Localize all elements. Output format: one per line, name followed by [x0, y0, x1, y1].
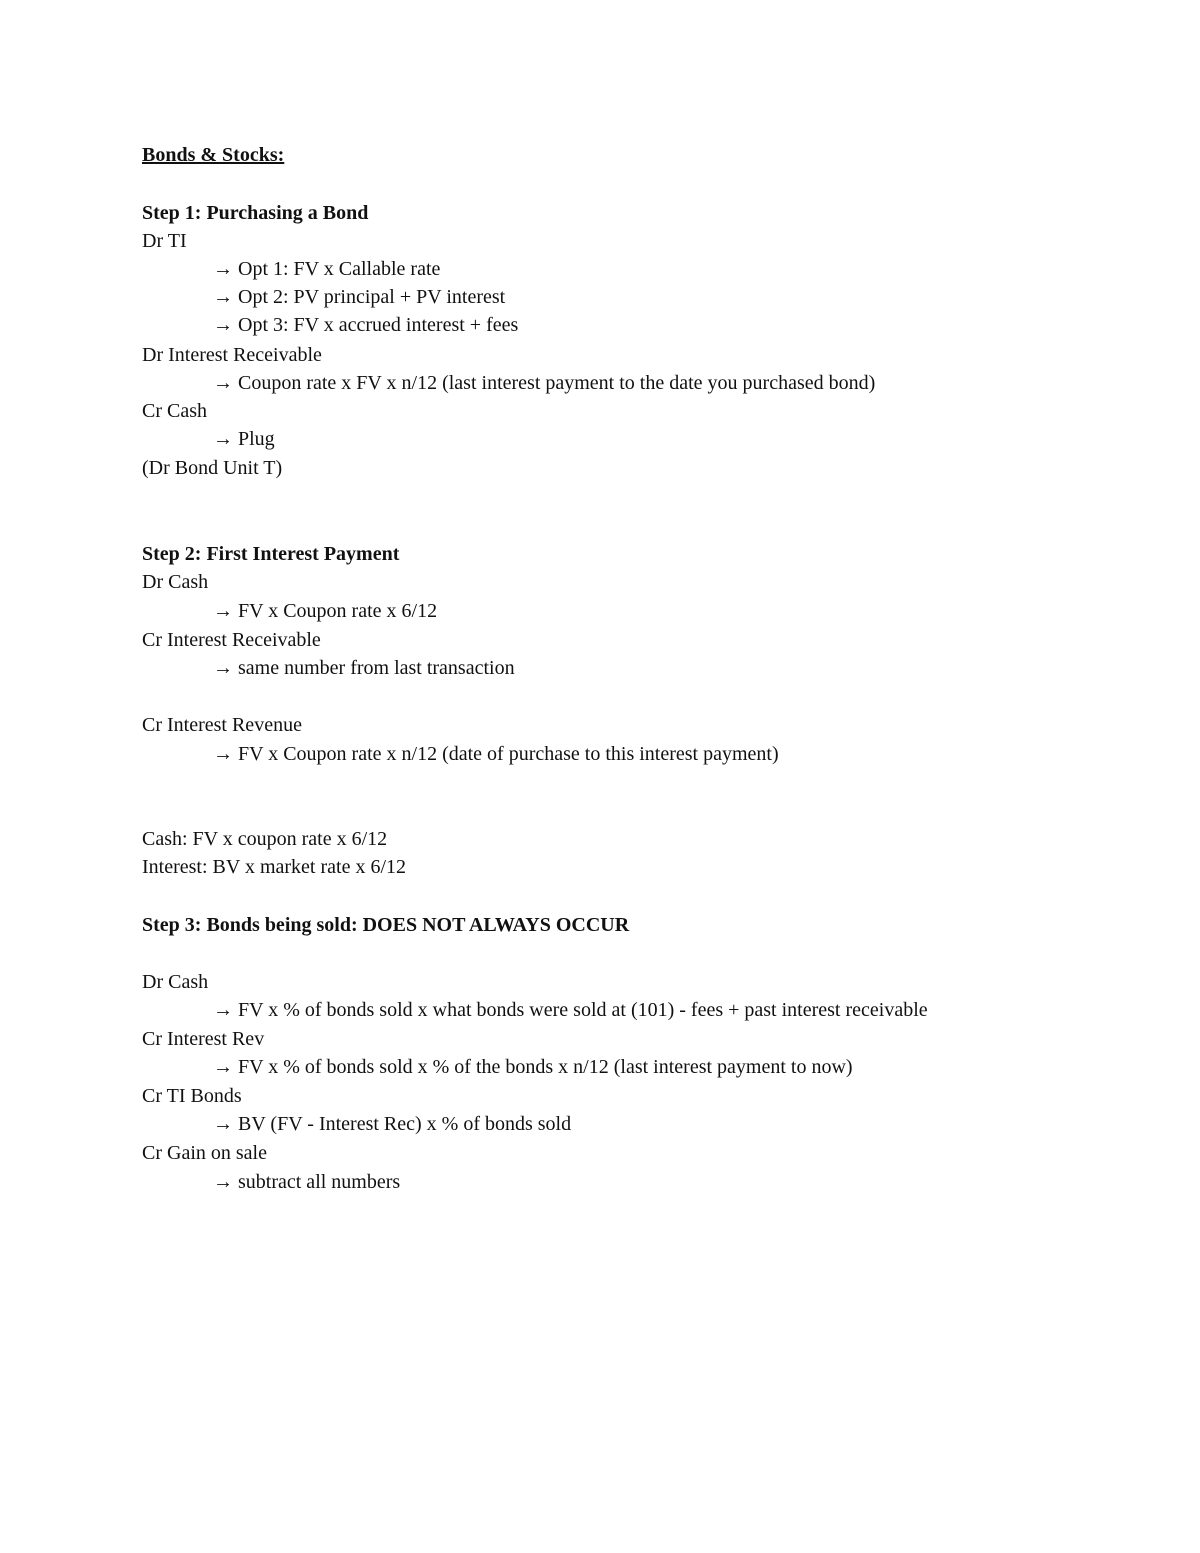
step2-line: Cr Interest Receivable: [142, 629, 321, 651]
step1-line: (Dr Bond Unit T): [142, 457, 283, 479]
step2-line: Dr Cash: [142, 571, 209, 593]
step1-line: → Opt 3: FV x accrued interest + fees: [213, 314, 519, 336]
note-line: Cash: FV x coupon rate x 6/12: [142, 828, 388, 850]
step1-line: Cr Cash: [142, 400, 207, 422]
step3-line: → BV (FV - Interest Rec) x % of bonds sold: [213, 1113, 572, 1135]
step2-line: → FV x Coupon rate x n/12 (date of purchase to this interest payment): [213, 743, 779, 765]
step1-line: → Opt 1: FV x Callable rate: [213, 258, 441, 280]
document-title: Bonds & Stocks:: [142, 144, 285, 166]
step2-line: → FV x Coupon rate x 6/12: [213, 600, 438, 622]
step3-line: → subtract all numbers: [213, 1171, 401, 1193]
step1-line: Dr Interest Receivable: [142, 344, 322, 366]
step2-line: → same number from last transaction: [213, 657, 515, 679]
step2-line: Cr Interest Revenue: [142, 714, 302, 736]
step2-heading: Step 2: First Interest Payment: [142, 543, 400, 565]
step3-line: Cr TI Bonds: [142, 1085, 242, 1107]
step3-line: Dr Cash: [142, 971, 209, 993]
step1-line: Dr TI: [142, 230, 187, 252]
step3-line: → FV x % of bonds sold x what bonds were sold at (101) - fees + past interest receivable: [213, 999, 928, 1021]
step1-line: → Plug: [213, 428, 275, 450]
step3-heading: Step 3: Bonds being sold: DOES NOT ALWAYS OCCUR: [142, 914, 630, 936]
step3-line: Cr Interest Rev: [142, 1028, 265, 1050]
note-line: Interest: BV x market rate x 6/12: [142, 856, 407, 878]
step1-line: → Coupon rate x FV x n/12 (last interest payment to the date you purchased bond): [213, 372, 876, 394]
step3-line: Cr Gain on sale: [142, 1142, 267, 1164]
step1-line: → Opt 2: PV principal + PV interest: [213, 286, 506, 308]
step1-heading: Step 1: Purchasing a Bond: [142, 202, 369, 224]
step3-line: → FV x % of bonds sold x % of the bonds x n/12 (last interest payment to now): [213, 1056, 853, 1078]
